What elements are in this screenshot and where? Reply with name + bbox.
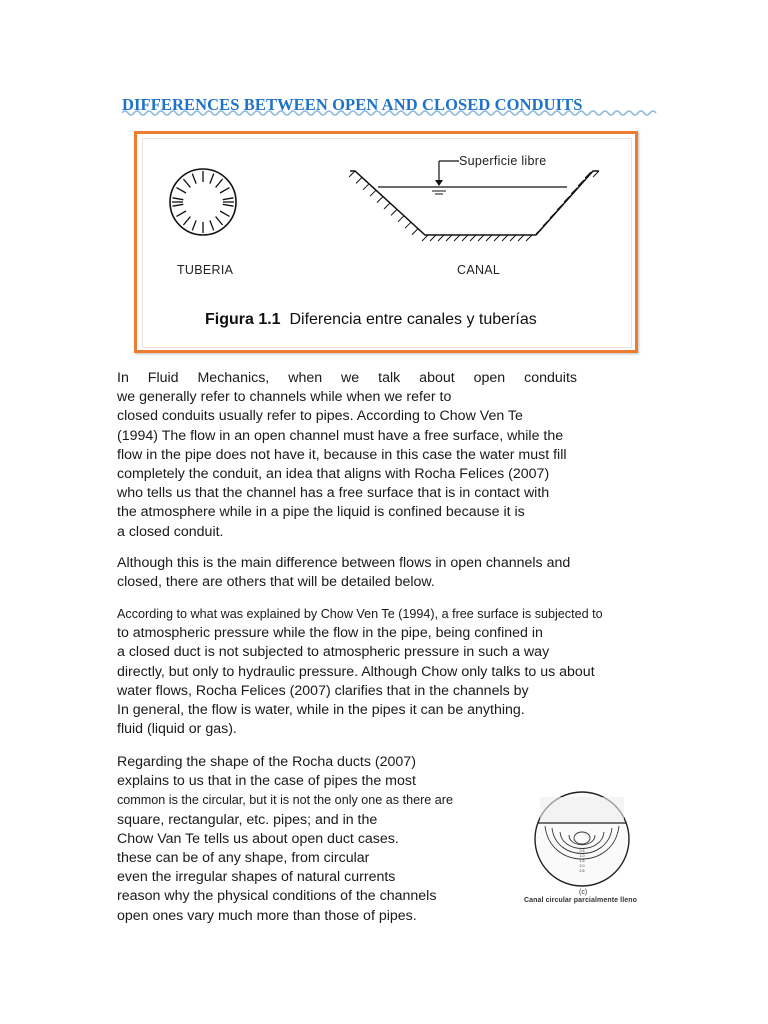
text-line: a closed duct is not subjected to atmospheric pressure in such a way <box>117 644 550 661</box>
paragraph-1 <box>117 369 649 542</box>
contour-label: 1.0 <box>579 854 585 858</box>
text-line: fluid (liquid or gas). <box>117 721 237 738</box>
text-line: reason why the physical conditions of the channels <box>117 888 437 905</box>
contour-label: 1.5 <box>579 859 585 863</box>
figure-pipe-vs-canal <box>134 131 638 353</box>
contour-label: 0.5 <box>579 849 585 853</box>
label-pipe: TUBERIA <box>177 263 234 277</box>
label-canal: CANAL <box>457 263 501 277</box>
text-line: who tells us that the channel has a free surface that is in contact with <box>117 485 550 502</box>
contour-label: 2.5 <box>579 869 585 873</box>
text-line: Although this is the main difference between flows in open channels and <box>117 555 571 571</box>
text-line: directly, but only to hydraulic pressure. Although Chow only talks to us about <box>117 663 595 680</box>
text-line: to atmospheric pressure while the flow in the pipe, being confined in <box>117 625 543 642</box>
text-line: the atmosphere while in a pipe the liquid is confined because it is <box>117 504 525 521</box>
page-title: DIFFERENCES BETWEEN OPEN AND CLOSED CONDUITS <box>122 95 583 114</box>
text-line: Regarding the shape of the Rocha ducts (2007) <box>117 754 416 770</box>
pipe-cross-section-icon <box>170 169 236 235</box>
paragraph-4 <box>117 753 473 926</box>
contour-label: 2.0 <box>579 864 585 868</box>
text-line: we generally refer to channels while when we refer to <box>117 389 452 406</box>
text-line: In Fluid Mechanics, when we talk about open conduits <box>117 370 577 386</box>
figure-caption <box>205 311 537 329</box>
label-free-surface: Superficie libre <box>459 154 547 168</box>
text-line: explains to us that in the case of pipes the most <box>117 773 416 790</box>
text-line: a closed conduit. <box>117 523 224 540</box>
text-line: completely the conduit, an idea that aligns with Rocha Felices (2007) <box>117 466 550 483</box>
text-line: common is the circular, but it is not the only one as there are <box>117 793 454 808</box>
text-line: square, rectangular, etc. pipes; and in the <box>117 811 378 828</box>
paragraph-3 <box>117 605 649 739</box>
figure-caption-text: Diferencia entre canales y tuberías <box>289 311 537 328</box>
text-line: In general, the flow is water, while in the pipes it can be anything. <box>117 702 525 719</box>
figure-number: Figura 1.1 <box>205 311 281 328</box>
text-line: closed conduits usually refer to pipes. According to Chow Ven Te <box>117 408 523 425</box>
text-line: Chow Van Te tells us about open duct cases. <box>117 830 399 847</box>
text-line: water flows, Rocha Felices (2007) clarifies that in the channels by <box>117 682 529 699</box>
spellcheck-underline <box>122 108 657 118</box>
text-line: these can be of any shape, from circular <box>117 850 370 867</box>
text-line: closed, there are others that will be detailed below. <box>117 574 435 591</box>
text-line: even the irregular shapes of natural currents <box>117 869 396 886</box>
text-line: open ones vary much more than those of pipes. <box>117 907 417 924</box>
text-line: (1994) The flow in an open channel must have a free surface, while the <box>117 427 564 444</box>
canal-cross-section-icon <box>349 161 599 241</box>
figure2-caption: Canal circular parcialmente lleno <box>524 897 638 904</box>
figure2-label: (c) <box>579 889 588 896</box>
paragraph-2 <box>117 554 649 592</box>
text-line: flow in the pipe does not have it, because in this case the water must fill <box>117 446 567 463</box>
text-line: According to what was explained by Chow Ven Te (1994), a free surface is subjected to <box>117 607 603 621</box>
figure-panel <box>142 138 632 348</box>
